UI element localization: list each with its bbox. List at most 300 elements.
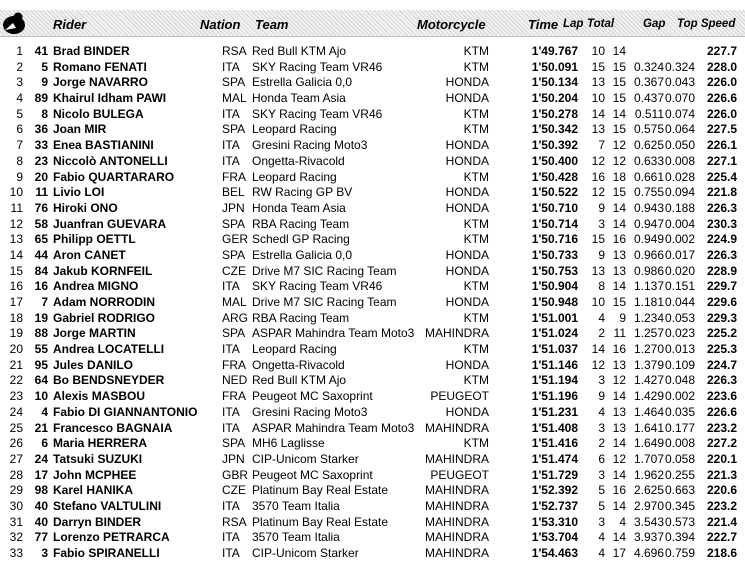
motorcycle: HONDA — [445, 357, 489, 372]
top-speed: 223.2 — [706, 420, 737, 435]
lap-time: 1'50.278 — [531, 106, 578, 121]
gap-to-previous: 0.255 — [664, 467, 695, 482]
lap-time: 1'52.737 — [531, 498, 578, 513]
motorcycle: KTM — [463, 373, 489, 388]
team: RBA Racing Team — [252, 310, 350, 325]
nation: CZE — [222, 263, 246, 278]
lap-time: 1'51.196 — [531, 389, 578, 404]
table-row — [0, 185, 745, 201]
lap: 5 — [598, 498, 605, 513]
rider-name: Brad BINDER — [53, 44, 130, 58]
position: 29 — [9, 483, 23, 498]
table-row — [0, 405, 745, 421]
gap-to-first: 0.437 — [633, 91, 664, 106]
motorcycle-rider-icon — [2, 10, 28, 36]
rider-name: Juanfran GUEVARA — [53, 216, 167, 231]
motorcycle: KTM — [463, 279, 489, 294]
gap-to-first: 0.511 — [634, 106, 664, 121]
lap-time: 1'50.753 — [531, 263, 578, 278]
rider-name: Aron CANET — [53, 247, 126, 262]
table-row — [0, 530, 745, 546]
top-speed: 229.7 — [706, 279, 737, 294]
position: 32 — [9, 530, 23, 545]
team: Leopard Racing — [252, 169, 337, 184]
header-team: Team — [255, 17, 289, 32]
rider-name: Philipp OETTL — [53, 232, 136, 247]
gap-to-first: 1.137 — [633, 279, 664, 294]
gap-to-previous: 0.573 — [664, 514, 695, 529]
nation: ITA — [222, 404, 240, 419]
team: Platinum Bay Real Estate — [252, 514, 389, 529]
position: 5 — [16, 106, 23, 121]
motorcycle: KTM — [463, 310, 489, 325]
nation: ITA — [222, 138, 240, 153]
gap-to-previous: 0.188 — [664, 200, 695, 215]
lap: 12 — [591, 357, 605, 372]
table-row — [0, 389, 745, 405]
nation: ITA — [222, 498, 240, 513]
top-speed: 227.2 — [706, 436, 737, 451]
position: 30 — [9, 498, 23, 513]
lap-time: 1'51.408 — [531, 420, 578, 435]
lap-time: 1'50.134 — [531, 75, 578, 90]
gap-to-previous: 0.064 — [664, 122, 695, 137]
rider-number: 17 — [34, 467, 48, 482]
team: ASPAR Mahindra Team Moto3 — [252, 420, 415, 435]
total-laps: 12 — [612, 138, 626, 153]
lap: 5 — [598, 483, 605, 498]
table-row — [0, 91, 745, 107]
position: 23 — [9, 389, 23, 404]
rider-number: 23 — [34, 153, 48, 168]
rider-name: Jules DANILO — [53, 357, 134, 372]
nation: GBR — [222, 467, 249, 482]
position: 7 — [16, 138, 23, 153]
rider-number: 19 — [34, 310, 48, 325]
lap: 3 — [598, 373, 605, 388]
table-row — [0, 468, 745, 484]
top-speed: 220.1 — [706, 451, 737, 466]
team: Leopard Racing — [252, 342, 337, 357]
nation: MAL — [222, 91, 247, 106]
header-motorcycle: Motorcycle — [417, 17, 486, 32]
rider-name: Jorge NAVARRO — [53, 75, 148, 90]
gap-to-previous: 0.028 — [664, 169, 695, 184]
top-speed: 226.6 — [706, 404, 737, 419]
motorcycle: KTM — [463, 436, 489, 451]
top-speed: 221.3 — [706, 467, 737, 482]
position: 16 — [9, 279, 23, 294]
lap-time: 1'50.904 — [531, 279, 578, 294]
gap-to-previous: 0.048 — [664, 373, 695, 388]
gap-to-first: 0.367 — [633, 75, 664, 90]
top-speed: 229.3 — [706, 310, 737, 325]
team: Gresini Racing Moto3 — [252, 404, 368, 419]
nation: FRA — [222, 389, 246, 404]
nation: GER — [222, 232, 249, 247]
team: Leopard Racing — [252, 122, 337, 137]
rider-number: 10 — [34, 389, 48, 404]
motorcycle: KTM — [463, 169, 489, 184]
total-laps: 15 — [612, 91, 626, 106]
rider-name: Hiroki ONO — [53, 200, 118, 215]
team: Honda Team Asia — [252, 91, 346, 106]
total-laps: 14 — [612, 467, 626, 482]
table-row — [0, 483, 745, 499]
lap: 15 — [591, 232, 605, 247]
total-laps: 13 — [612, 247, 626, 262]
nation: JPN — [222, 451, 245, 466]
lap-time: 1'51.194 — [531, 373, 578, 388]
rider-name: Bo BENDSNEYDER — [53, 373, 165, 388]
motorcycle: MAHINDRA — [424, 326, 489, 341]
top-speed: 221.4 — [706, 514, 737, 529]
position: 31 — [9, 514, 23, 529]
nation: ARG — [222, 310, 249, 325]
gap-to-previous: 0.044 — [664, 295, 695, 309]
total-laps: 15 — [612, 59, 626, 74]
gap-to-first: 2.625 — [633, 483, 664, 498]
rider-number: 11 — [35, 185, 48, 200]
total-laps: 9 — [619, 310, 626, 325]
total-laps: 14 — [612, 498, 626, 513]
gap-to-first: 1.234 — [633, 310, 664, 325]
nation: ITA — [222, 530, 240, 545]
total-laps: 15 — [612, 185, 626, 200]
top-speed: 226.3 — [706, 373, 737, 388]
gap-to-first: 1.379 — [633, 357, 664, 372]
lap: 12 — [591, 185, 605, 200]
table-row — [0, 436, 745, 452]
gap-to-first: 1.641 — [633, 420, 664, 435]
header-time: Time — [528, 17, 559, 32]
position: 6 — [16, 122, 23, 137]
total-laps: 16 — [612, 232, 626, 247]
lap: 10 — [591, 295, 605, 309]
gap-to-first: 3.937 — [633, 530, 664, 545]
lap-time: 1'51.729 — [531, 467, 578, 482]
gap-to-first: 3.543 — [633, 514, 664, 529]
motorcycle: HONDA — [445, 138, 489, 153]
nation: ITA — [222, 106, 240, 121]
rider-number: 5 — [41, 59, 48, 74]
gap-to-first: 1.649 — [633, 436, 664, 451]
header-top-speed: Top Speed — [677, 18, 736, 30]
gap-to-previous: 0.020 — [664, 263, 695, 278]
nation: BEL — [222, 185, 245, 200]
rider-number: 84 — [34, 263, 48, 278]
nation: SPA — [222, 326, 246, 341]
nation: SPA — [222, 122, 246, 137]
gap-to-first: 0.949 — [633, 232, 664, 247]
top-speed: 227.1 — [706, 153, 737, 168]
gap-to-previous: 0.017 — [664, 247, 695, 262]
rider-number: 4 — [41, 404, 48, 419]
gap-to-previous: 0.050 — [664, 138, 695, 153]
position: 14 — [9, 247, 23, 262]
table-row — [0, 421, 745, 437]
team: Drive M7 SIC Racing Team — [252, 263, 397, 278]
nation: SPA — [222, 216, 246, 231]
motorcycle: PEUGEOT — [430, 389, 489, 404]
lap-time: 1'49.767 — [531, 44, 578, 58]
rider-number: 36 — [34, 122, 48, 137]
gap-to-previous: 0.345 — [664, 498, 695, 513]
table-row — [0, 122, 745, 138]
top-speed: 229.6 — [706, 295, 737, 309]
table-row — [0, 358, 745, 374]
lap-time: 1'51.001 — [531, 310, 578, 325]
team: CIP-Unicom Starker — [252, 546, 359, 560]
position: 27 — [9, 451, 23, 466]
rider-number: 20 — [34, 169, 48, 184]
top-speed: 228.0 — [706, 59, 737, 74]
nation: RSA — [222, 44, 247, 58]
rider-name: Fabio DI GIANNANTONIO — [53, 404, 198, 419]
rider-number: 24 — [34, 451, 48, 466]
nation: FRA — [222, 169, 246, 184]
rider-name: Niccolò ANTONELLI — [53, 153, 168, 168]
gap-to-first: 1.707 — [633, 451, 664, 466]
total-laps: 14 — [612, 279, 626, 294]
nation: NED — [222, 373, 248, 388]
position: 33 — [9, 546, 23, 560]
gap-to-first: 4.696 — [633, 546, 664, 560]
team: Schedl GP Racing — [252, 232, 350, 247]
total-laps: 14 — [612, 216, 626, 231]
table-row — [0, 170, 745, 186]
gap-to-first: 1.257 — [633, 326, 664, 341]
team: CIP-Unicom Starker — [252, 451, 359, 466]
top-speed: 224.7 — [706, 357, 737, 372]
header-nation: Nation — [200, 17, 241, 32]
lap: 16 — [591, 169, 605, 184]
gap-to-first: 0.633 — [633, 153, 664, 168]
lap-time: 1'50.948 — [531, 295, 578, 309]
team: Gresini Racing Moto3 — [252, 138, 368, 153]
gap-to-first: 2.970 — [633, 498, 664, 513]
rider-name: Andrea LOCATELLI — [53, 342, 165, 357]
rider-name: Andrea MIGNO — [53, 279, 139, 294]
gap-to-first: 0.966 — [633, 247, 664, 262]
rider-name: Darryn BINDER — [53, 514, 142, 529]
position: 13 — [9, 232, 23, 247]
top-speed: 225.2 — [706, 326, 737, 341]
top-speed: 228.9 — [706, 263, 737, 278]
rider-number: 65 — [34, 232, 48, 247]
lap: 4 — [598, 404, 605, 419]
total-laps: 17 — [612, 546, 626, 560]
team: Drive M7 SIC Racing Team — [252, 295, 397, 309]
lap-time: 1'50.204 — [531, 91, 578, 106]
position: 8 — [16, 153, 23, 168]
gap-to-first: 0.324 — [633, 59, 664, 74]
motorcycle: KTM — [463, 342, 489, 357]
motorcycle: KTM — [463, 59, 489, 74]
lap: 15 — [591, 59, 605, 74]
table-row — [0, 264, 745, 280]
gap-to-previous: 0.008 — [664, 153, 695, 168]
rider-name: Jorge MARTIN — [53, 326, 136, 341]
motorcycle: HONDA — [445, 404, 489, 419]
lap: 12 — [591, 153, 605, 168]
rider-number: 6 — [41, 436, 48, 451]
gap-to-previous: 0.070 — [664, 91, 695, 106]
table-header — [0, 10, 745, 37]
gap-to-previous: 0.109 — [664, 357, 695, 372]
total-laps: 12 — [612, 153, 626, 168]
lap-time: 1'51.231 — [531, 404, 578, 419]
total-laps: 13 — [612, 357, 626, 372]
nation: ITA — [222, 279, 240, 294]
header-gap: Gap — [643, 18, 666, 30]
lap: 4 — [598, 546, 605, 560]
gap-to-previous: 0.002 — [664, 389, 695, 404]
lap: 9 — [598, 247, 605, 262]
rider-name: Enea BASTIANINI — [53, 138, 154, 153]
lap: 9 — [598, 200, 605, 215]
top-speed: 225.4 — [706, 169, 737, 184]
lap-time: 1'51.037 — [531, 342, 578, 357]
position: 1 — [16, 44, 23, 58]
team: Red Bull KTM Ajo — [252, 44, 347, 58]
team: Estrella Galicia 0,0 — [252, 75, 353, 90]
rider-number: 76 — [34, 200, 48, 215]
position: 3 — [16, 75, 23, 90]
motorcycle: HONDA — [445, 153, 489, 168]
rider-number: 40 — [34, 498, 48, 513]
total-laps: 15 — [612, 295, 626, 309]
gap-to-previous: 0.394 — [664, 530, 695, 545]
motorcycle: HONDA — [445, 91, 489, 106]
rider-number: 8 — [41, 106, 48, 121]
nation: RSA — [222, 514, 247, 529]
lap-time: 1'51.024 — [531, 326, 578, 341]
gap-to-previous: 0.094 — [664, 185, 695, 200]
top-speed: 225.3 — [706, 342, 737, 357]
top-speed: 226.0 — [706, 75, 737, 90]
gap-to-first: 0.986 — [633, 263, 664, 278]
rider-number: 98 — [34, 483, 48, 498]
nation: CZE — [222, 483, 246, 498]
top-speed: 226.0 — [706, 106, 737, 121]
gap-to-first: 0.755 — [633, 185, 664, 200]
team: SKY Racing Team VR46 — [252, 106, 383, 121]
motorcycle: HONDA — [445, 247, 489, 262]
gap-to-first: 1.427 — [633, 373, 664, 388]
team: Peugeot MC Saxoprint — [252, 389, 373, 404]
lap-time: 1'50.710 — [531, 200, 578, 215]
rider-name: Adam NORRODIN — [53, 295, 156, 309]
header-rider: Rider — [53, 17, 87, 32]
team: 3570 Team Italia — [252, 530, 340, 545]
total-laps: 14 — [612, 106, 626, 121]
rider-number: 21 — [34, 420, 48, 435]
position: 12 — [9, 216, 23, 231]
gap-to-previous: 0.008 — [664, 436, 695, 451]
lap: 6 — [598, 451, 605, 466]
gap-to-previous: 0.023 — [664, 326, 695, 341]
lap: 13 — [591, 263, 605, 278]
total-laps: 18 — [612, 169, 626, 184]
total-laps: 16 — [612, 483, 626, 498]
table-row — [0, 326, 745, 342]
rider-name: Francesco BAGNAIA — [53, 420, 173, 435]
rider-number: 3 — [41, 546, 48, 560]
gap-to-first: 0.575 — [633, 122, 664, 137]
table-row — [0, 373, 745, 389]
team: RW Racing GP BV — [252, 185, 353, 200]
lap-time: 1'50.716 — [531, 232, 578, 247]
nation: ITA — [222, 153, 240, 168]
position: 4 — [16, 91, 23, 106]
lap-time: 1'50.428 — [531, 169, 578, 184]
rider-number: 58 — [34, 216, 48, 231]
motorcycle: MAHINDRA — [424, 451, 489, 466]
gap-to-previous: 0.004 — [664, 216, 695, 231]
nation: SPA — [222, 75, 246, 90]
top-speed: 227.7 — [706, 44, 737, 58]
lap: 3 — [598, 467, 605, 482]
lap: 10 — [591, 44, 605, 58]
position: 9 — [16, 169, 23, 184]
gap-to-previous: 0.058 — [664, 451, 695, 466]
lap-time: 1'50.392 — [531, 138, 578, 153]
table-row — [0, 248, 745, 264]
gap-to-previous: 0.663 — [664, 483, 695, 498]
team: Honda Team Asia — [252, 200, 346, 215]
rider-number: 88 — [34, 326, 48, 341]
table-row — [0, 107, 745, 123]
rider-name: Nicolo BULEGA — [53, 106, 144, 121]
motorcycle: MAHINDRA — [424, 546, 489, 560]
rider-number: 44 — [34, 247, 48, 262]
lap-time: 1'54.463 — [531, 546, 578, 560]
table-row — [0, 60, 745, 76]
table-row — [0, 499, 745, 515]
table-row — [0, 201, 745, 217]
gap-to-first: 0.943 — [633, 200, 664, 215]
team: SKY Racing Team VR46 — [252, 279, 383, 294]
total-laps: 15 — [612, 122, 626, 137]
rider-name: Maria HERRERA — [53, 436, 148, 451]
team: Ongetta-Rivacold — [252, 357, 345, 372]
motorcycle: HONDA — [445, 75, 489, 90]
rider-name: Livio LOI — [53, 185, 105, 200]
position: 22 — [9, 373, 23, 388]
gap-to-previous: 0.013 — [664, 342, 695, 357]
nation: MAL — [222, 295, 247, 309]
top-speed: 220.6 — [706, 483, 737, 498]
nation: ITA — [222, 59, 240, 74]
gap-to-previous: 0.043 — [664, 75, 695, 90]
total-laps: 12 — [612, 451, 626, 466]
lap: 9 — [598, 389, 605, 404]
team: Estrella Galicia 0,0 — [252, 247, 353, 262]
lap-time: 1'50.733 — [531, 247, 578, 262]
table-row — [0, 515, 745, 531]
rider-name: Fabio QUARTARARO — [53, 169, 175, 184]
team: Ongetta-Rivacold — [252, 153, 345, 168]
nation: SPA — [222, 436, 246, 451]
table-row — [0, 44, 745, 60]
position: 15 — [9, 263, 23, 278]
total-laps: 14 — [612, 436, 626, 451]
lap-time: 1'52.392 — [531, 483, 578, 498]
rider-name: Karel HANIKA — [53, 483, 134, 498]
position: 2 — [16, 59, 23, 74]
total-laps: 14 — [612, 389, 626, 404]
